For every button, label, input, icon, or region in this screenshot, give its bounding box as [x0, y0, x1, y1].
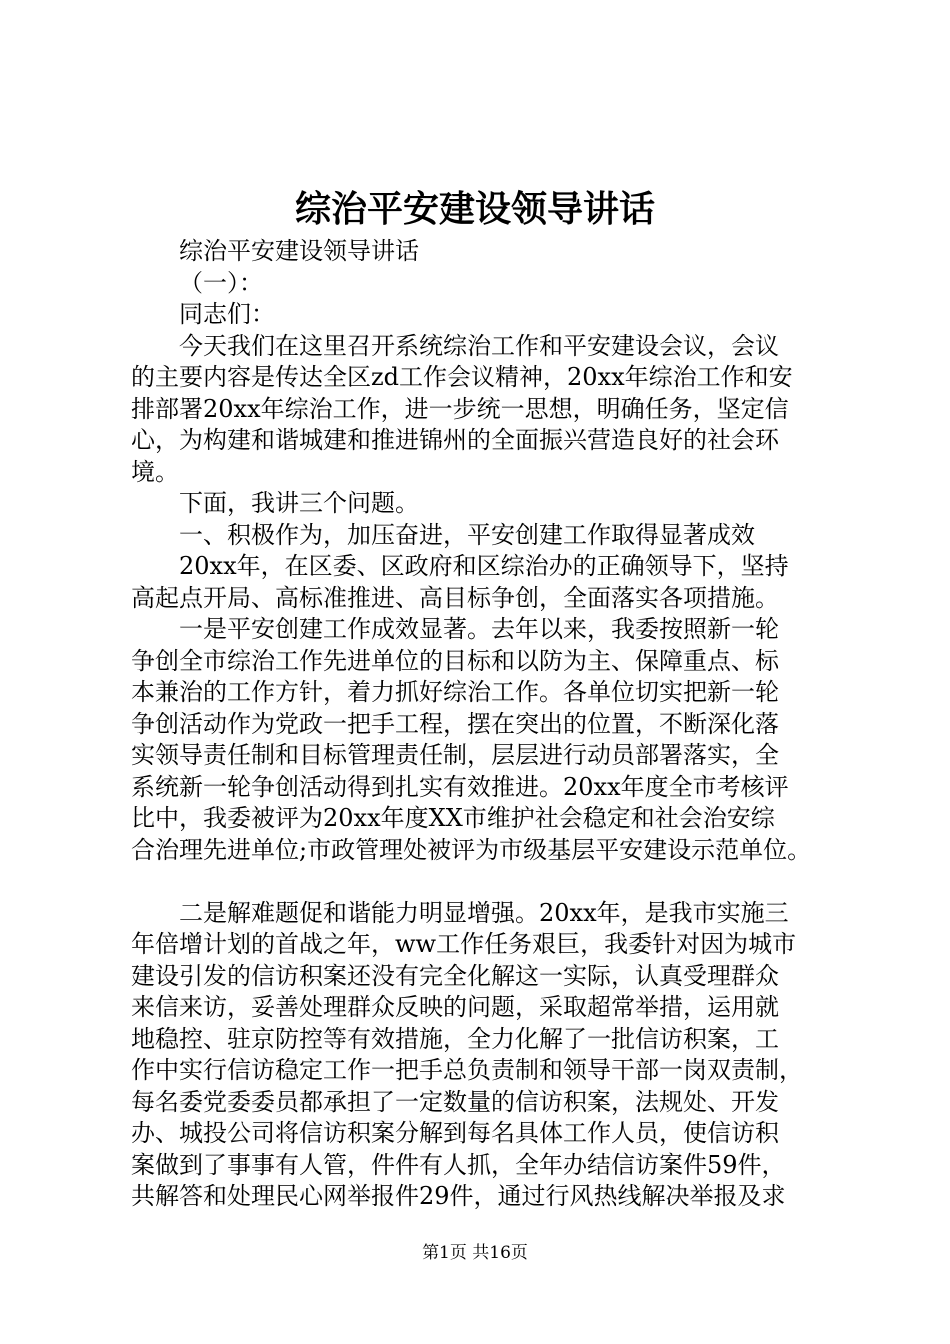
body-line: 争创活动作为党政一把手工程，摆在突出的位置，不断深化落 — [131, 709, 779, 738]
body-line: 今天我们在这里召开系统综治工作和平安建设会议，会议 — [179, 331, 779, 360]
body-line: 系统新一轮争创活动得到扎实有效推进。20xx年度全市考核评 — [131, 772, 789, 801]
body-line: 共解答和处理民心网举报件29件，通过行风热线解决举报及求 — [131, 1182, 786, 1210]
body-line: 争创全市综治工作先进单位的目标和以防为主、保障重点、标 — [131, 646, 779, 675]
paragraph-gap — [131, 866, 831, 898]
body-line: 综治平安建设领导讲话 — [179, 237, 419, 265]
page-footer: 第1页 共16页 — [422, 1243, 528, 1263]
document-title: 综治平安建设领导讲话 — [294, 188, 655, 230]
body-line: 同志们： — [179, 300, 275, 328]
body-line: 境。 — [131, 457, 179, 486]
body-line: 建设引发的信访积案还没有完全化解这一实际，认真受理群众 — [131, 961, 779, 990]
body-line: 下面，我讲三个问题。 — [179, 489, 419, 517]
body-line: （一）： — [179, 268, 263, 297]
body-line: 二是解难题促和谐能力明显增强。20xx年，是我市实施三 — [179, 898, 789, 927]
document-body — [131, 236, 831, 1213]
body-line: 排部署20xx年综治工作，进一步统一思想，明确任务，坚定信 — [131, 394, 789, 423]
body-line: 心，为构建和谐城建和推进锦州的全面振兴营造良好的社会环 — [131, 426, 779, 454]
body-line: 比中，我委被评为20xx年度XX市维护社会稳定和社会治安综 — [131, 804, 775, 832]
body-line: 办、城投公司将信访积案分解到每名具体工作人员，使信访积 — [131, 1119, 779, 1147]
body-line: 20xx年，在区委、区政府和区综治办的正确领导下，坚持 — [179, 552, 789, 580]
body-line: 年倍增计划的首战之年，ww工作任务艰巨，我委针对因为城市 — [131, 930, 797, 958]
body-line: 案做到了事事有人管，件件有人抓，全年办结信访案件59件， — [131, 1150, 786, 1179]
body-line: 每名委党委委员都承担了一定数量的信访积案，法规处、开发 — [131, 1087, 779, 1116]
body-line: 的主要内容是传达全区zd工作会议精神，20xx年综治工作和安 — [131, 363, 793, 391]
body-line: 来信来访，妥善处理群众反映的问题，采取超常举措，运用就 — [131, 993, 779, 1021]
body-line: 高起点开局、高标准推进、高目标争创，全面落实各项措施。 — [131, 583, 779, 612]
body-line: 实领导责任制和目标管理责任制，层层进行动员部署落实，全 — [131, 741, 779, 769]
body-line: 一是平安创建工作成效显著。去年以来，我委按照新一轮 — [179, 615, 779, 643]
body-line: 地稳控、驻京防控等有效措施，全力化解了一批信访积案，工 — [131, 1024, 779, 1053]
body-line: 一、积极作为，加压奋进，平安创建工作取得显著成效 — [179, 520, 755, 549]
body-line: 本兼治的工作方针，着力抓好综治工作。各单位切实把新一轮 — [131, 678, 779, 706]
body-line: 作中实行信访稳定工作一把手总负责制和领导干部一岗双责制， — [131, 1056, 803, 1084]
body-line: 合治理先进单位;市政管理处被评为市级基层平安建设示范单位。 — [131, 835, 812, 864]
